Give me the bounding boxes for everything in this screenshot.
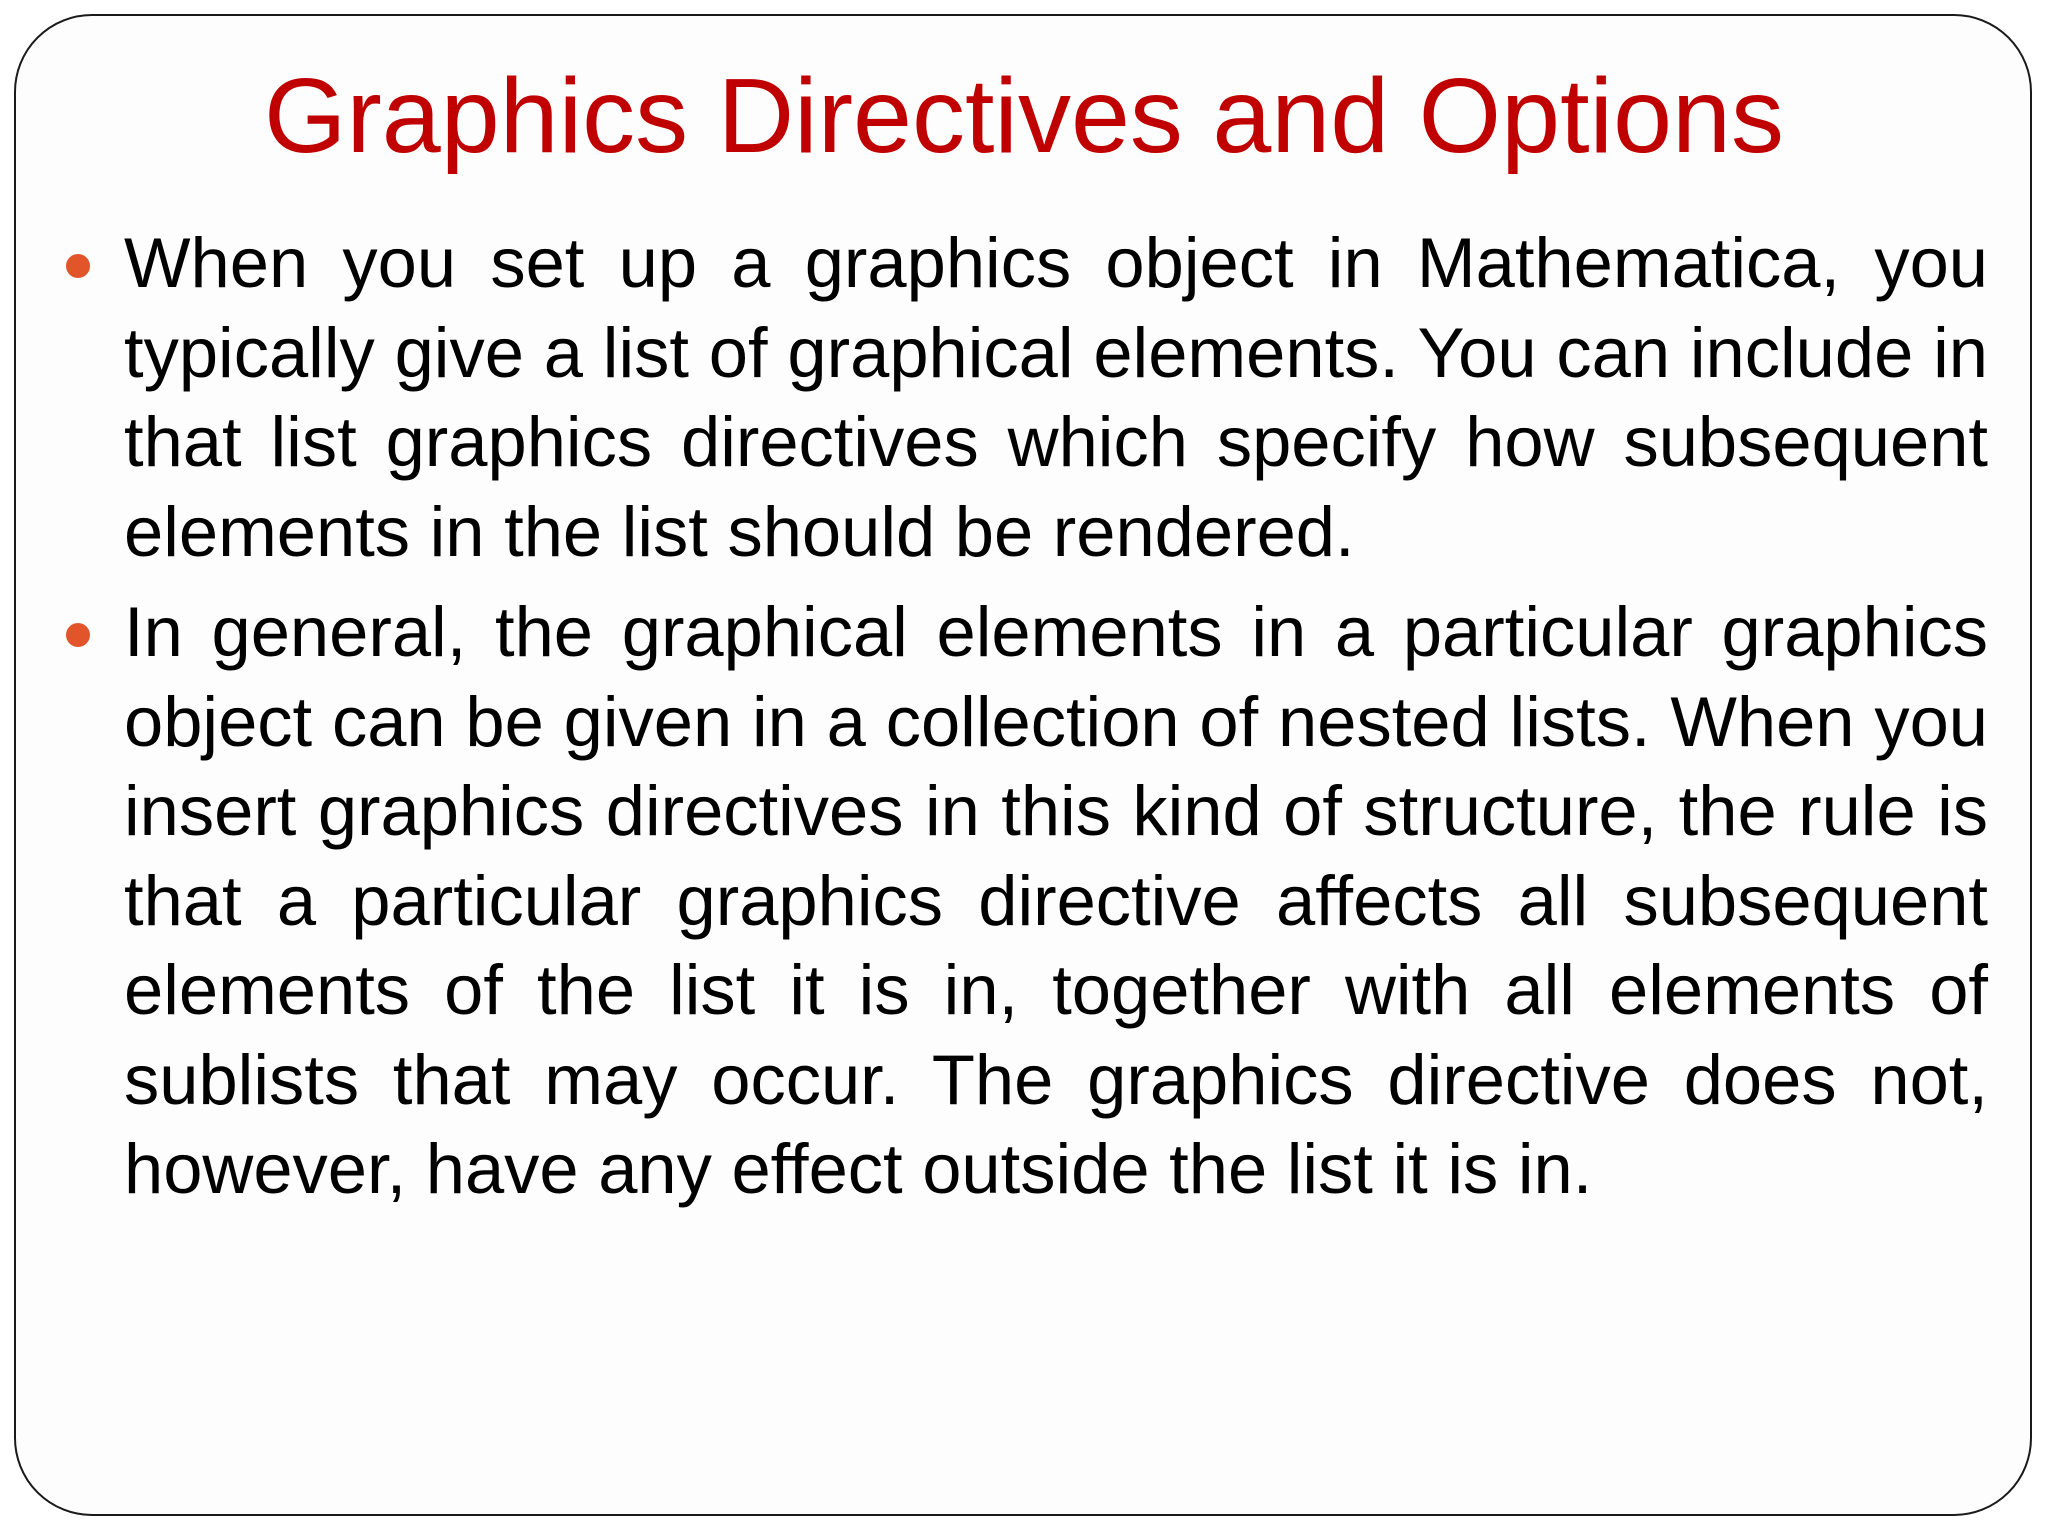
bullet-dot-icon bbox=[66, 254, 90, 278]
bullet-list bbox=[0, 218, 2048, 1225]
bullet-text: When you set up a graphics object in Mathematica, you typically give a list of graphical elements. You can include in that list graphics directives which specify how subsequent elements in the list should be rendered. bbox=[124, 223, 1988, 571]
bullet-dot-icon bbox=[66, 623, 90, 647]
list-item bbox=[0, 218, 2048, 576]
slide-title: Graphics Directives and Options bbox=[264, 57, 1784, 175]
list-item bbox=[0, 587, 2048, 1214]
bullet-text: In general, the graphical elements in a particular graphics object can be given in a collection of nested lists. When you insert graphics directives in this kind of structure, the rule is that a particular graphics directive affects all subsequent elements of the list it is in, together with all elements of sublists that may occur. The graphics directive does not, however, have any effect outside the list it is in. bbox=[124, 592, 1988, 1208]
